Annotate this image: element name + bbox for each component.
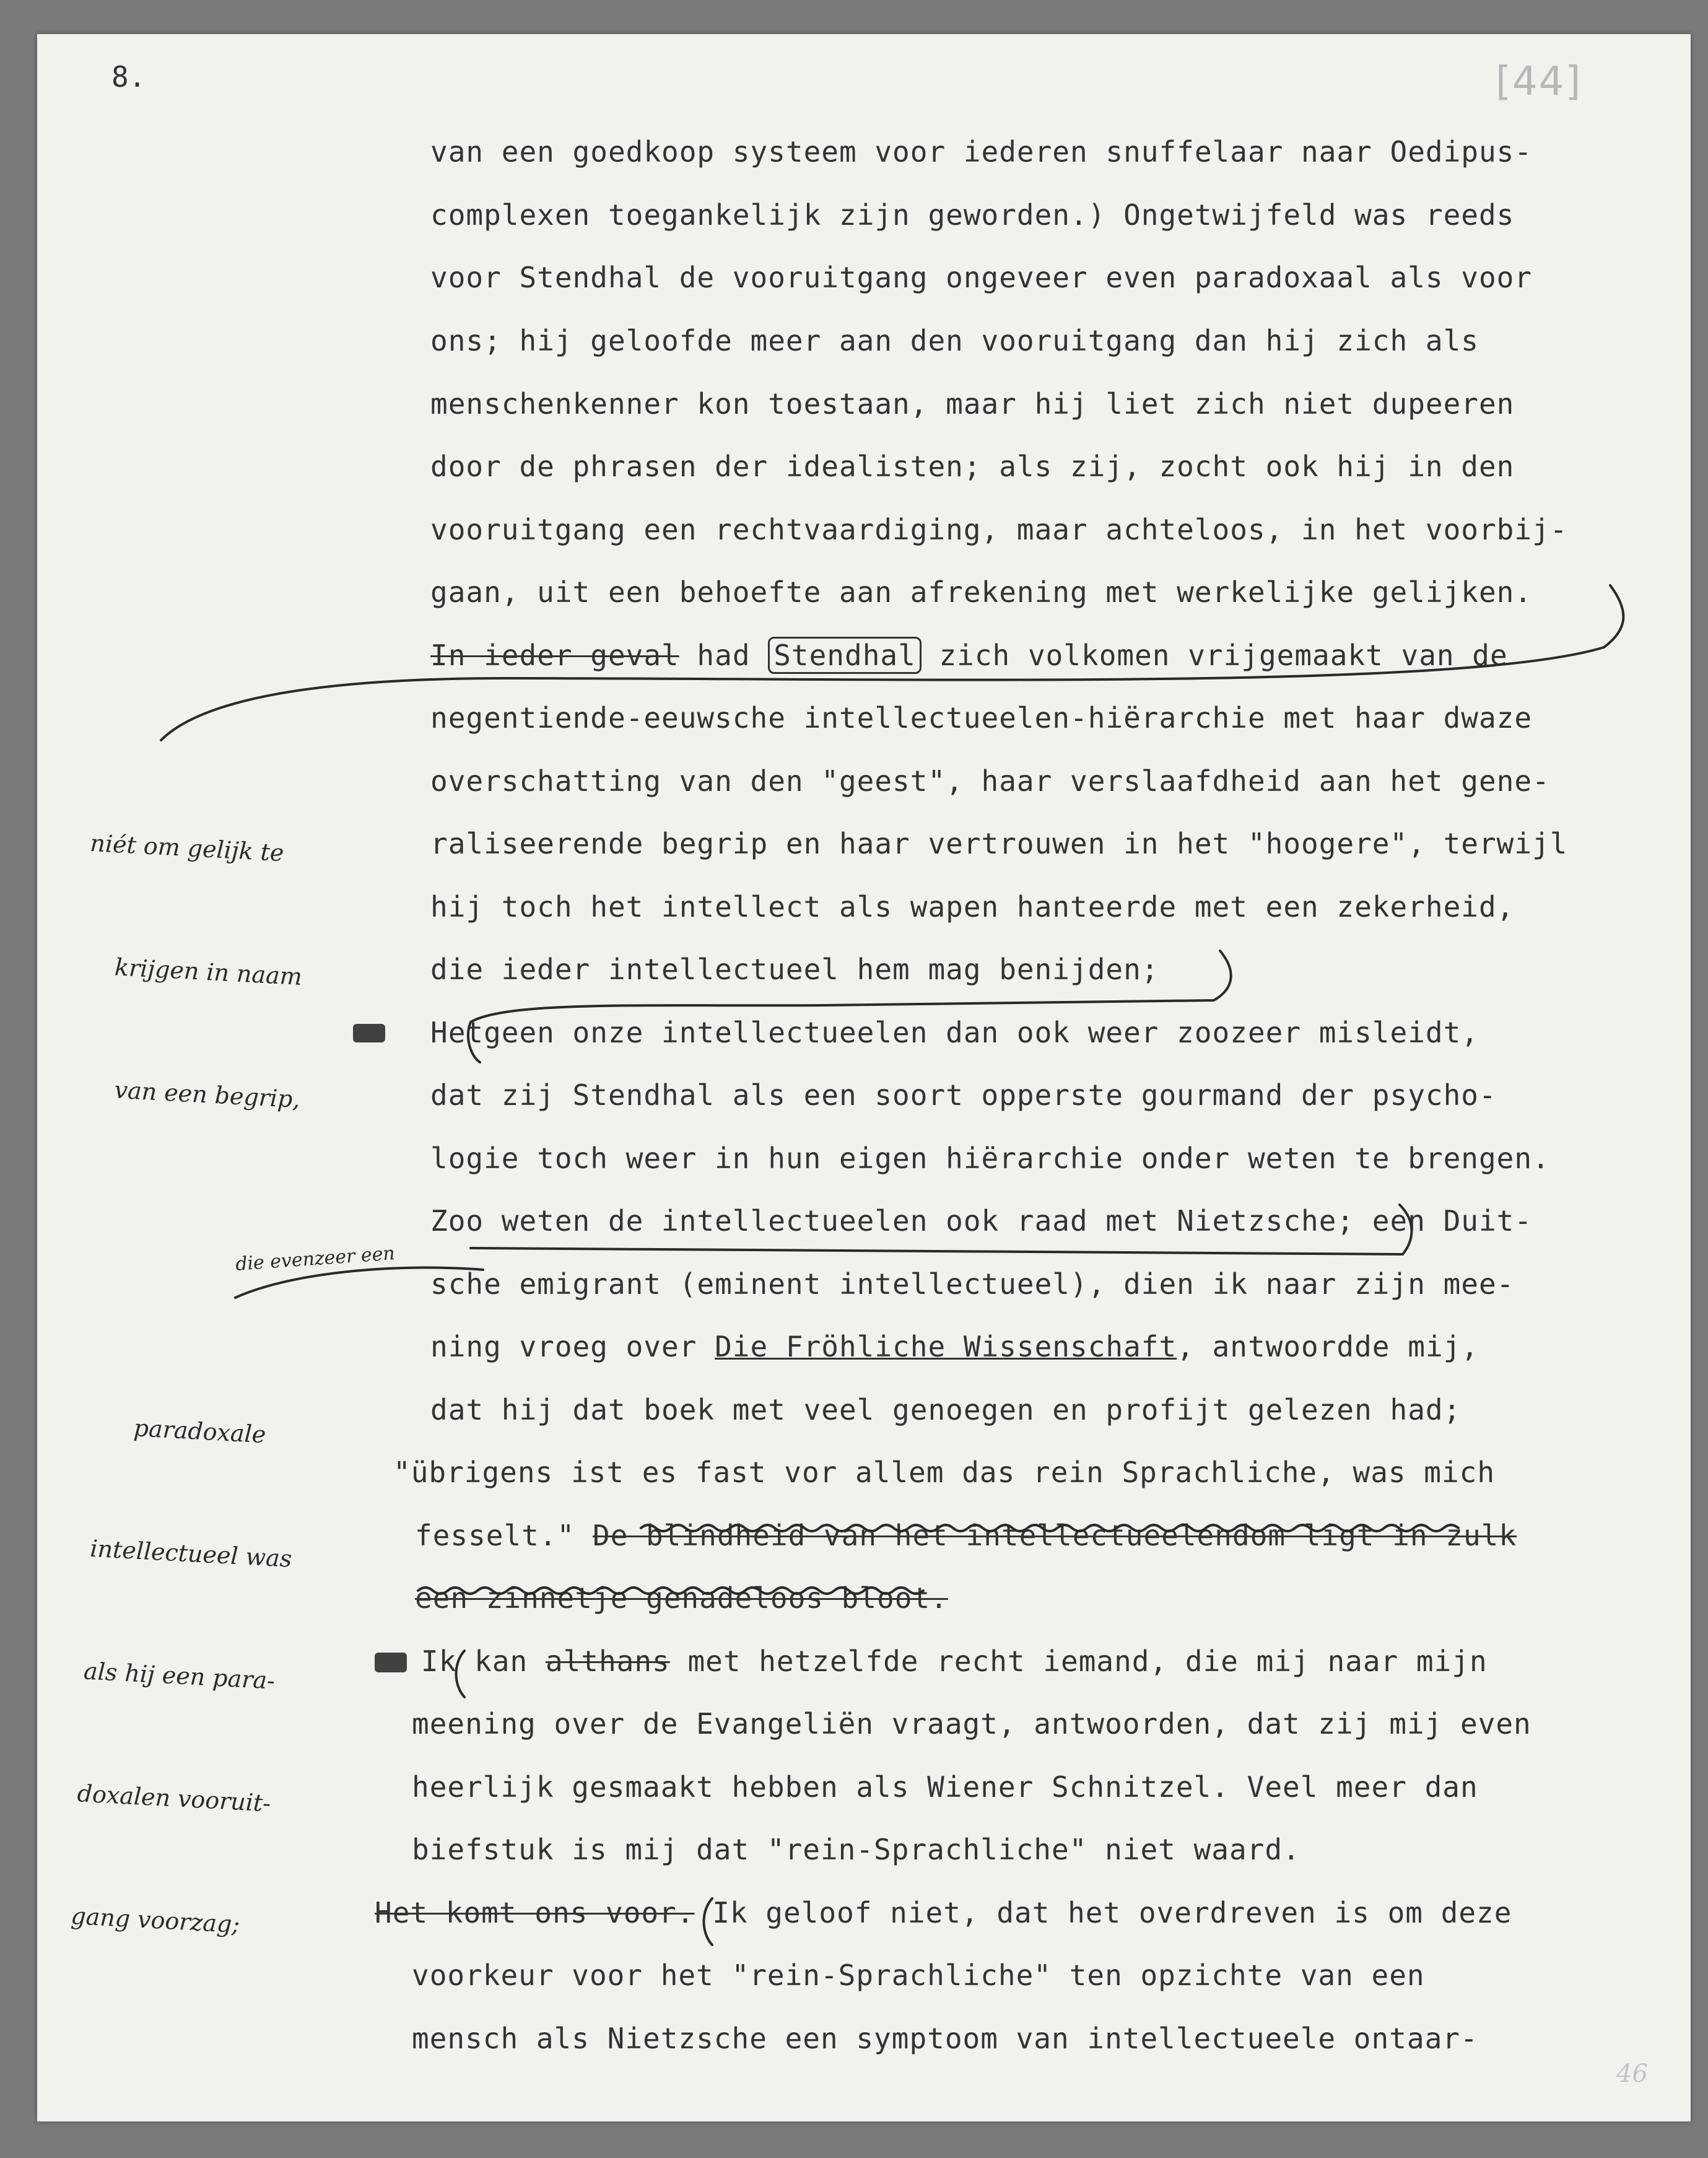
text-line: dat zij Stendhal als een soort opperste gourmand der psycho- <box>430 1078 1497 1112</box>
struck-text: een zinnetje genadeloos bloot. <box>415 1581 948 1615</box>
text-span: zich volkomen vrijgemaakt van de <box>921 639 1508 672</box>
text-line: logie toch weer in hun eigen hiërarchie onder weten te brengen. <box>430 1142 1550 1175</box>
manuscript-page <box>37 34 1691 2121</box>
text-line <box>421 1643 1488 1680</box>
struck-text: althans <box>545 1645 670 1678</box>
note-line: van een begrip, <box>113 1076 301 1114</box>
text-line: dat hij dat boek met veel genoegen en profijt gelezen had; <box>430 1393 1462 1426</box>
ink-scribble <box>375 1653 407 1672</box>
text-span: met hetzelfde recht iemand, die mij naar mijn <box>669 1645 1488 1678</box>
text-line: van een goedkoop systeem voor iederen snuffelaar naar Oedipus- <box>430 135 1533 168</box>
text-line: "übrigens ist es fast vor allem das rein Sprachliche, was mich <box>393 1456 1496 1489</box>
text-line: overschatting van den "geest", haar verslaafdheid aan het gene- <box>430 764 1550 798</box>
ink-scribble <box>353 1024 385 1042</box>
text-line <box>415 1579 948 1617</box>
struck-text: In ieder geval <box>430 639 679 672</box>
text-line: voor Stendhal de vooruitgang ongeveer even paradoxaal als voor <box>430 261 1533 294</box>
text-span: Ik kan <box>421 1645 546 1678</box>
text-line: complexen toegankelijk zijn geworden.) Ongetwijfeld was reeds <box>430 198 1515 232</box>
text-line: ons; hij geloofde meer aan den vooruitgang dan hij zich als <box>430 324 1479 357</box>
note-line: krijgen in naam <box>114 953 303 991</box>
page-number: 8. <box>111 60 146 94</box>
text-line: gaan, uit een behoefte aan afrekening met werkelijke gelijken. <box>430 575 1533 609</box>
text-line <box>430 637 1508 674</box>
note-line: intellectueel was <box>89 1534 293 1573</box>
text-line: Hetgeen onze intellectueelen dan ook weer zoozeer misleidt, <box>430 1016 1479 1049</box>
text-line: negentiende-eeuwsche intellectueelen-hiërarchie met haar dwaze <box>430 701 1533 735</box>
text-span: Ik geloof niet, dat het overdreven is om deze <box>712 1896 1512 1929</box>
note-line: paradoxale <box>133 1414 267 1449</box>
text-line <box>430 1328 1479 1365</box>
corner-mark: 46 <box>1616 2060 1648 2088</box>
text-span: fesselt." <box>415 1519 593 1552</box>
text-span: had <box>679 639 769 672</box>
margin-note-2 <box>66 1324 303 2029</box>
text-line: voorkeur voor het "rein-Sprachliche" ten opzichte van een <box>412 1959 1425 1992</box>
margin-note-1 <box>72 741 318 1202</box>
struck-text: De blindheid van het intellectueelendom ligt in zulk <box>592 1519 1517 1552</box>
margin-note-2-insert: die evenzeer een <box>235 1243 396 1275</box>
book-title: Die Fröhliche Wissenschaft <box>715 1330 1177 1363</box>
note-line: niét om gelijk te <box>89 829 285 867</box>
text-line <box>375 1894 1512 1931</box>
text-span: ning vroeg over <box>430 1330 715 1363</box>
text-line: mensch als Nietzsche een symptoom van intellectueele ontaar- <box>412 2022 1478 2055</box>
text-line: raliseerende begrip en haar vertrouwen in het "hoogere", terwijl <box>430 827 1568 860</box>
insertion-bracket <box>1604 585 1623 647</box>
note-line: als hij een para- <box>83 1657 276 1695</box>
text-line: menschenkenner kon toestaan, maar hij liet zich niet dupeeren <box>430 387 1515 421</box>
text-line: hij toch het intellect als wapen hanteerde met een zekerheid, <box>430 890 1515 924</box>
text-line: heerlijk gesmaakt hebben als Wiener Schnitzel. Veel meer dan <box>412 1770 1478 1804</box>
text-line: sche emigrant (eminent intellectueel), dien ik naar zijn mee- <box>430 1267 1515 1301</box>
note-line: gang voorzag; <box>70 1902 241 1939</box>
note-line: doxalen vooruit- <box>76 1780 272 1817</box>
text-span: , antwoordde mij, <box>1177 1330 1479 1363</box>
text-line: vooruitgang een rechtvaardiging, maar achteloos, in het voorbij- <box>430 513 1568 546</box>
archive-number: [44] <box>1496 59 1582 105</box>
struck-text: Het komt ons voor. <box>375 1896 695 1929</box>
text-line <box>415 1517 1517 1554</box>
boxed-word: Stendhal <box>768 637 922 674</box>
text-line: die ieder intellectueel hem mag benijden; <box>430 953 1159 986</box>
text-line: meening over de Evangeliën vraagt, antwoorden, dat zij mij even <box>412 1707 1532 1741</box>
text-line: biefstuk is mij dat "rein-Sprachliche" niet waard. <box>412 1833 1301 1866</box>
text-line: Zoo weten de intellectueelen ook raad met Nietzsche; een Duit- <box>430 1204 1533 1238</box>
text-line: door de phrasen der idealisten; als zij, zocht ook hij in den <box>430 450 1515 483</box>
